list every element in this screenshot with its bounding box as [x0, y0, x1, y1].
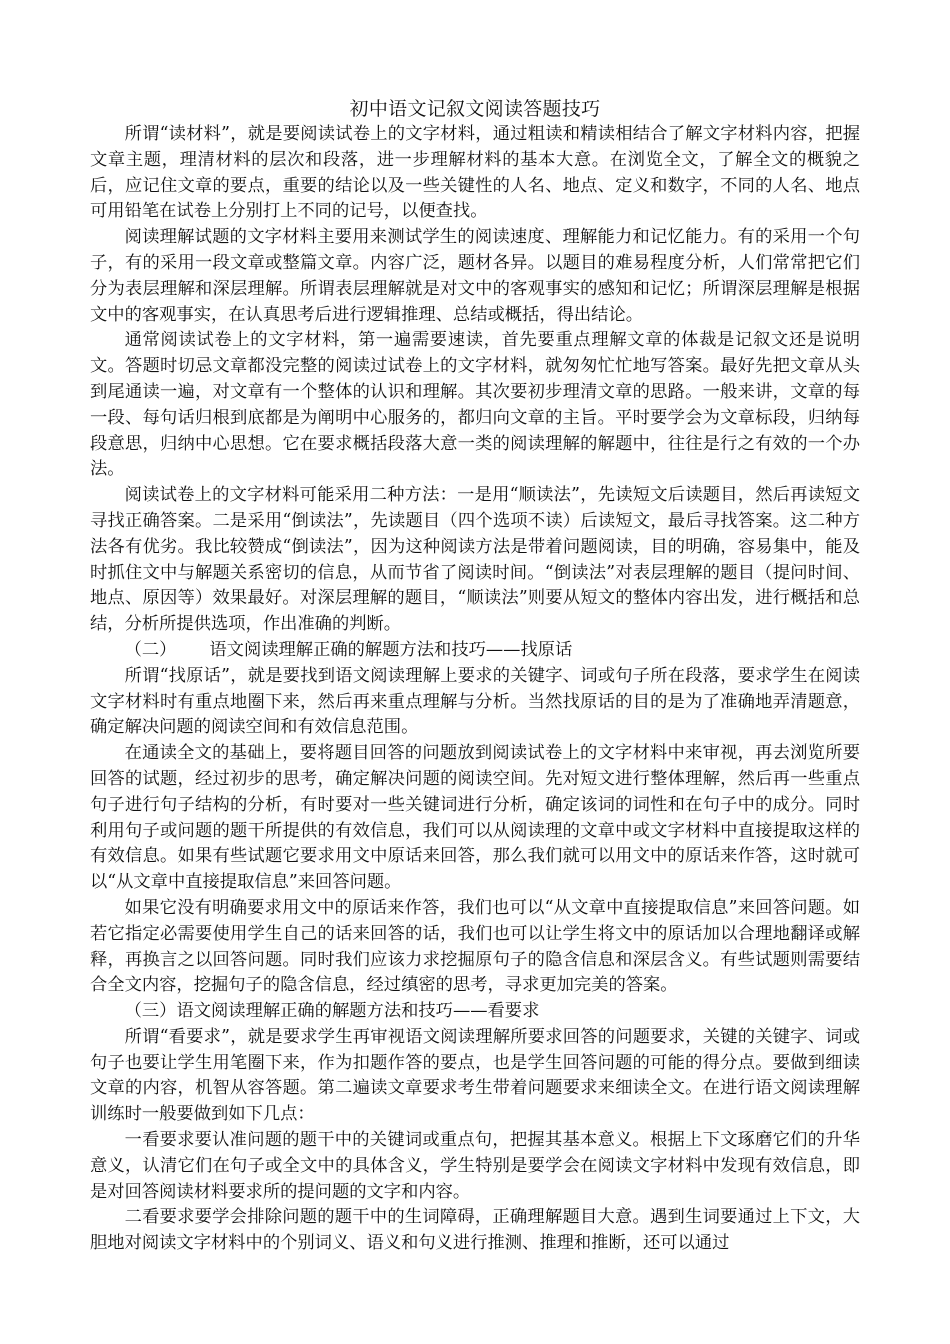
document-page	[90, 96, 860, 1257]
paragraph-read-materials: 所谓“读材料”，就是要阅读试卷上的文字材料，通过粗读和精读相结合了解文字材料内容，把握文章主题，理清材料的层次和段落，进一步理解材料的基本大意。在浏览全文，了解全文的概貌之后，应记住文章的要点，重要的结论以及一些关键性的人名、地点、定义和数字，不同的人名、地点可用铅笔在试卷上分别打上不同的记号，以便查找。	[90, 124, 860, 222]
paragraph-find-original-method: 在通读全文的基础上，要将题目回答的问题放到阅读试卷上的文字材料中来审视，再去浏览所要回答的试题，经过初步的思考，确定解决问题的阅读空间。先对短文进行整体理解，然后再一些重点句子进行句子结构的分析，有时要对一些关键词进行分析，确定该词的词性和在句子中的成分。同时利用句子或问题的题干所提供的有效信息，我们可以从阅读理的文章中或文字材料中直接提取这样的有效信息。如果有些试题它要求用文中原话来回答，那么我们就可以用文中的原话来作答，这时就可以“从文章中直接提取信息”来回答问题。	[90, 743, 860, 893]
paragraph-requirement-two: 二看要求要学会排除问题的题干中的生词障碍，正确理解题目大意。遇到生词要通过上下文，大胆地对阅读文字材料中的个别词义、语义和句义进行推测、推理和推断，还可以通过	[90, 1207, 860, 1254]
document-title: 初中语文记叙文阅读答题技巧	[349, 98, 601, 120]
paragraph-first-pass: 通常阅读试卷上的文字材料，第一遍需要速读，首先要重点理解文章的体裁是记叙文还是说明文。答题时切忌文章都没完整的阅读过试卷上的文字材料，就匆匆忙忙地写答案。最好先把文章从头到尾通读一遍，对文章有一个整体的认识和理解。其次要初步理清文章的思路。一般来讲，文章的每一段、每句话归根到底都是为阐明中心服务的，都归向文章的主旨。平时要学会为文章标段，归纳每段意思，归纳中心思想。它在要求概括段落大意一类的阅读理解的解题中，往往是行之有效的一个办法。	[90, 330, 860, 480]
paragraph-two-methods: 阅读试卷上的文字材料可能采用二种方法：一是用“顺读法”，先读短文后读题目，然后再读短文寻找正确答案。二是采用“倒读法”，先读题目（四个选项不读）后读短文，最后寻找答案。这二种方法各有优劣。我比较赞成“倒读法”，因为这种阅读方法是带着问题阅读，目的明确，容易集中，能及时抓住文中与解题关系密切的信息，从而节省了阅读时间。“倒读法”对表层理解的题目（提问时间、地点、原因等）效果最好。对深层理解的题目，“顺读法”则要从短文的整体内容出发，进行概括和总结，分析所提供选项，作出准确的判断。	[90, 485, 860, 635]
paragraph-requirement-one: 一看要求要认准问题的题干中的关键词或重点句，把握其基本意义。根据上下文琢磨它们的升华意义，认清它们在句子或全文中的具体含义，学生特别是要学会在阅读文字材料中发现有效信息，即是对回答阅读材料要求所的提问题的文字和内容。	[90, 1130, 860, 1202]
paragraph-read-requirements-intro: 所谓“看要求”，就是要求学生再审视语文阅读理解所要求回答的问题要求，关键的关键字、词或句子也要让学生用笔圈下来，作为扣题作答的要点，也是学生回答问题的可能的得分点。要做到细读文章的内容，机智从容答题。第二遍读文章要求考生带着问题要求来细读全文。在进行语文阅读理解训练时一般要做到如下几点：	[90, 1026, 860, 1125]
paragraph-find-original-intro: 所谓“找原话”，就是要找到语文阅读理解上要求的关键字、词或句子所在段落，要求学生在阅读文字材料时有重点地圈下来，然后再来重点理解与分析。当然找原话的目的是为了准确地弄清题意，确定解决问题的阅读空间和有效信息范围。	[90, 665, 860, 738]
paragraph-find-original-answer: 如果它没有明确要求用文中的原话来作答，我们也可以“从文章中直接提取信息”来回答问题。如若它指定必需要使用学生自己的话来回答的话，我们也可以让学生将文中的原话加以合理地翻译或解释，再换言之以回答问题。同时我们应该力求挖掘原句子的隐含信息和深层含义。有些试题则需要结合全文内容，挖掘句子的隐含信息，经过缜密的思考，寻求更加完美的答案。	[90, 897, 860, 996]
section-heading-read-requirements: （三）语文阅读理解正确的解题方法和技巧——看要求	[124, 1001, 540, 1022]
section-heading-find-original: （二） 语文阅读理解正确的解题方法和技巧——找原话	[124, 639, 573, 660]
paragraph-reading-comprehension: 阅读理解试题的文字材料主要用来测试学生的阅读速度、理解能力和记忆能力。有的采用一个句子，有的采用一段文章或整篇文章。内容广泛，题材各异。以题目的难易程度分析，人们常常把它们分为表层理解和深层理解。所谓表层理解就是对文中的客观事实的感知和记忆；所谓深层理解是根据文中的客观事实，在认真思考后进行逻辑推理、总结或概括，得出结论。	[90, 227, 860, 325]
